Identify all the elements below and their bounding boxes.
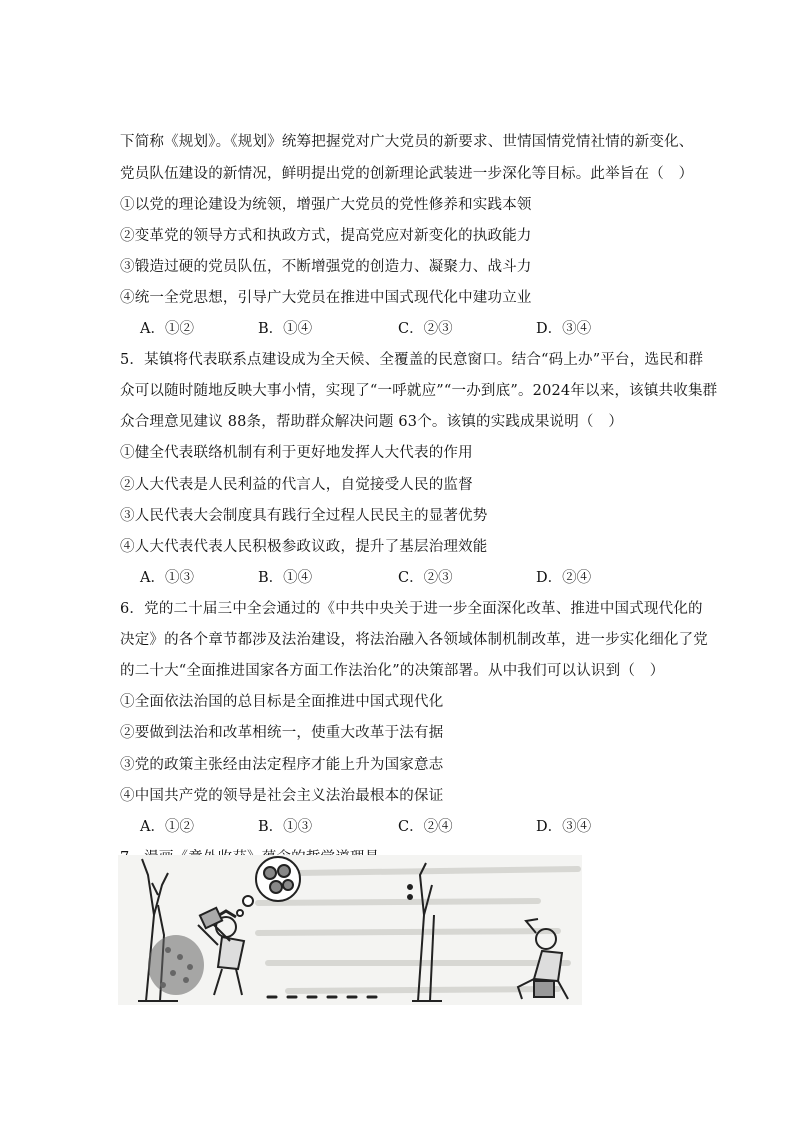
q5-stem-line-1: 5．某镇将代表联系点建设成为全天候、全覆盖的民意窗口。结合“码上办”平台，选民和群 [120,352,704,368]
q5-option-c[interactable]: C．②③ [398,570,453,586]
q4-statement-3: ③锻造过硬的党员队伍，不断增强党的创造力、凝聚力、战斗力 [120,259,532,275]
q5-option-d[interactable]: D．②④ [536,570,592,586]
q6-statement-3: ③党的政策主张经由法定程序才能上升为国家意志 [120,757,444,773]
q4-statement-2: ②变革党的领导方式和执政方式，提高党应对新变化的执政能力 [120,228,532,244]
q4-option-c[interactable]: C．②③ [398,321,453,337]
q6-stem-line-3: 的二十大“全面推进国家各方面工作法治化”的决策部署。从中我们可以认识到（ ） [120,663,665,679]
q6-statement-4: ④中国共产党的领导是社会主义法治最根本的保证 [120,788,444,804]
cartoon-illustration [118,855,582,1005]
q4-stem-line-1: 下简称《规划》。《规划》统筹把握党对广大党员的新要求、世情国情党情社情的新变化、 [120,134,694,150]
q6-option-b[interactable]: B．①③ [258,819,313,835]
q5-option-b[interactable]: B．①④ [258,570,313,586]
q6-statement-2: ②要做到法治和改革相统一，使重大改革于法有据 [120,725,444,741]
q6-statement-1: ①全面依法治国的总目标是全面推进中国式现代化 [120,694,444,710]
q5-option-a[interactable]: A．①③ [140,570,194,586]
q4-stem-line-2: 党员队伍建设的新情况，鲜明提出党的创新理论武装进一步深化等目标。此举旨在（ ） [120,166,694,182]
q6-option-a[interactable]: A．①② [140,819,194,835]
q6-option-d[interactable]: D．③④ [536,819,592,835]
q5-statement-1: ①健全代表联络机制有利于更好地发挥人大代表的作用 [120,445,473,461]
q5-statement-3: ③人民代表大会制度具有践行全过程人民民主的显著优势 [120,508,488,524]
q5-stem-line-2: 众可以随时随地反映大事小情，实现了“一呼就应”“一办到底”。2024年以来，该镇共收集群 [120,383,718,399]
q5-statement-4: ④人大代表代表人民积极参政议政，提升了基层治理效能 [120,539,488,555]
leaves-pile [148,935,204,995]
q4-option-b[interactable]: B．①④ [258,321,313,337]
q4-option-d[interactable]: D．③④ [536,321,592,337]
q4-statement-1: ①以党的理论建设为统领，增强广大党员的党性修养和实践本领 [120,197,532,213]
q4-statement-4: ④统一全党思想，引导广大党员在推进中国式现代化中建功立业 [120,290,532,306]
q6-option-c[interactable]: C．②④ [398,819,453,835]
q6-stem-line-2: 决定》的各个章节都涉及法治建设，将法治融入各领域体制机制改革，进一步实化细化了党 [120,632,708,648]
q5-stem-line-3: 众合理意见建议 88条，帮助群众解决问题 63个。该镇的实践成果说明（ ） [120,414,624,430]
q4-option-a[interactable]: A．①② [140,321,194,337]
q5-statement-2: ②人大代表是人民利益的代言人，自觉接受人民的监督 [120,477,473,493]
q6-stem-line-1: 6．党的二十届三中全会通过的《中共中央关于进一步全面深化改革、推进中国式现代化的 [120,601,703,617]
